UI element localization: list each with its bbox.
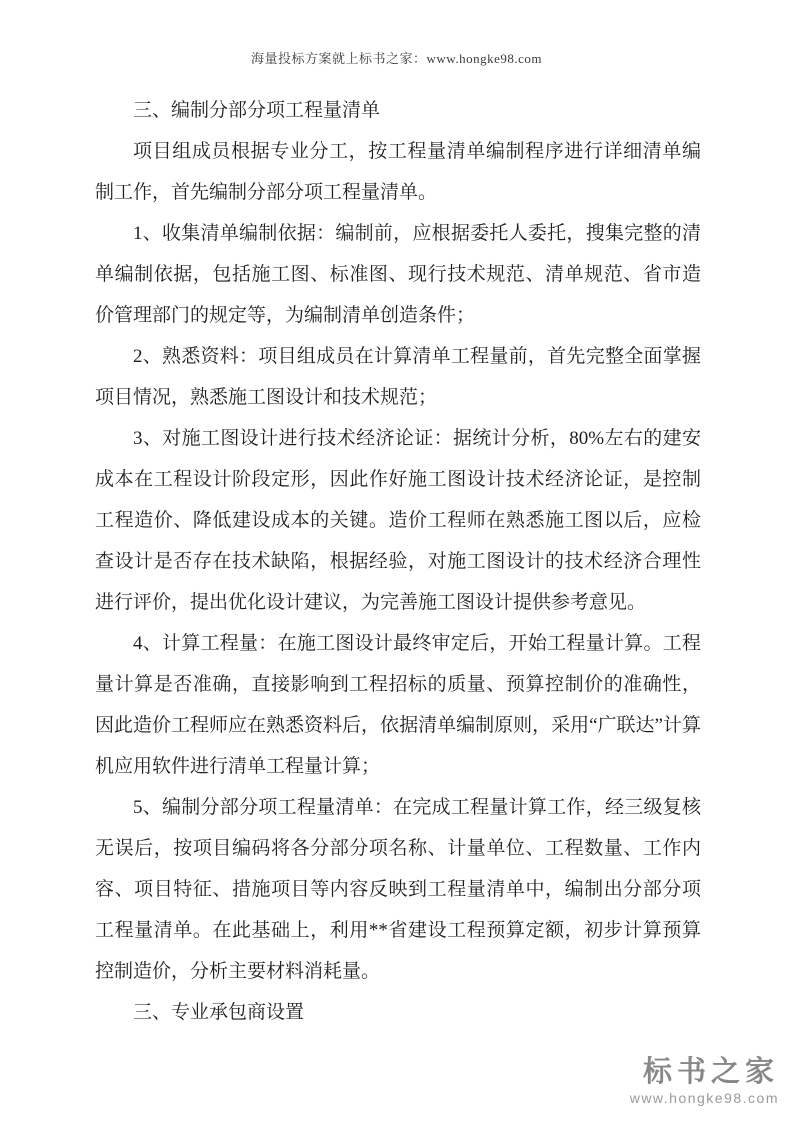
section-heading: 三、专业承包商设置 [133,1002,305,1023]
document-body [95,90,701,1033]
section-heading: 三、编制分部分项工程量清单 [133,100,381,121]
watermark [630,1056,779,1107]
paragraph: 2、熟悉资料：项目组成员在计算清单工程量前，首先完整全面掌握项目情况，熟悉施工图设计和技术规范； [95,346,701,408]
paragraph: 1、收集清单编制依据：编制前，应根据委托人委托，搜集完整的清单编制依据，包括施工图、标准图、现行技术规范、清单规范、省市造价管理部门的规定等，为编制清单创造条件； [95,223,701,326]
paragraph: 4、计算工程量：在施工图设计最终审定后，开始工程量计算。工程量计算是否准确，直接影响到工程招标的质量、预算控制价的准确性，因此造价工程师应在熟悉资料后，依据清单编制原则，采用“广联达”计算机应用软件进行清单工程量计算； [95,633,701,777]
watermark-url: www.hongke98.com [629,1090,779,1106]
paragraph: 5、编制分部分项工程量清单：在完成工程量计算工作，经三级复核无误后，按项目编码将各分部分项名称、计量单位、工程数量、工作内容、项目特征、措施项目等内容反映到工程量清单中，编制出分部分项工程量清单。在此基础上，利用**省建设工程预算定额，初步计算预算控制造价，分析主要材料消耗量。 [95,797,701,982]
header-text: 海量投标方案就上标书之家：www.hongke98.com [251,51,542,66]
paragraph: 项目组成员根据专业分工，按工程量清单编制程序进行详细清单编制工作，首先编制分部分项工程量清单。 [95,141,701,203]
paragraph: 3、对施工图设计进行技术经济论证：据统计分析，80%左右的建安成本在工程设计阶段定形，因此作好施工图设计技术经济论证，是控制工程造价、降低建设成本的关键。造价工程师在熟悉施工图以后，应检查设计是否存在技术缺陷，根据经验，对施工图设计的技术经济合理性进行评价，提出优化设计建议，为完善施工图设计提供参考意见。 [95,428,701,613]
page-header [0,48,793,67]
watermark-logo: 标书之家 [642,1056,779,1088]
